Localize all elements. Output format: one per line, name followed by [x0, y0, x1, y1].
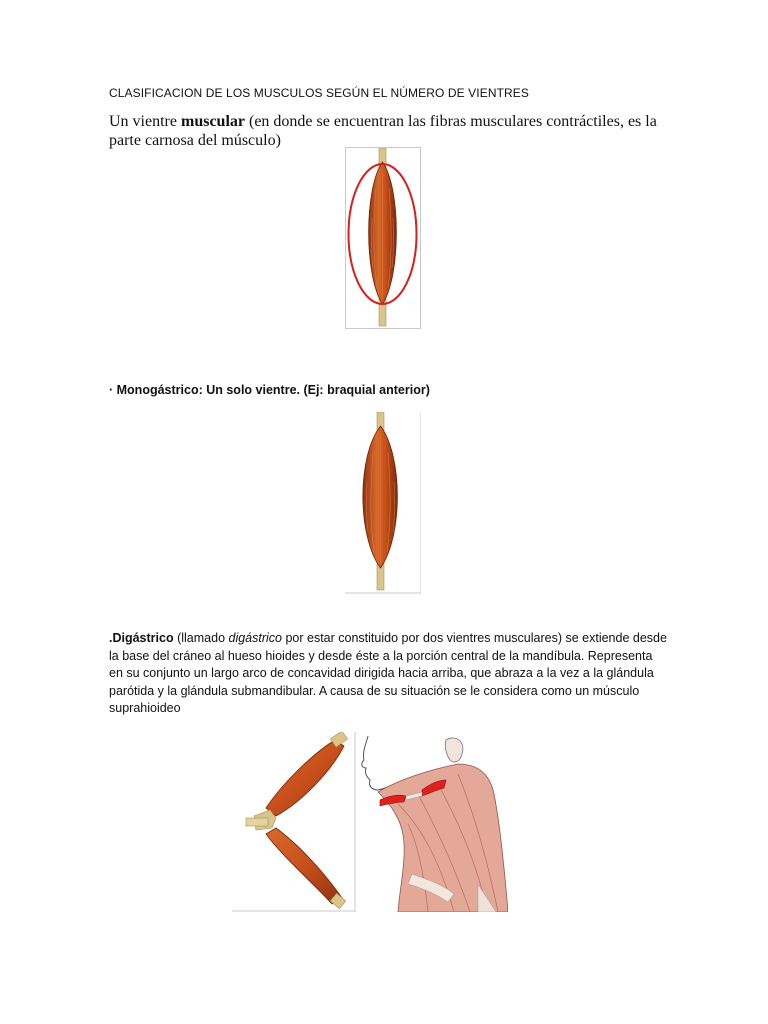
monogastrico-line: [109, 383, 430, 397]
neck-anatomy-figure: [358, 734, 508, 912]
monogastric-muscle-figure: [345, 412, 421, 594]
digastrico-paragraph: [109, 630, 669, 718]
digastric-muscle-illustration: [232, 732, 357, 912]
intro-paragraph: [109, 112, 689, 150]
monogastric-muscle-illustration: [345, 412, 421, 594]
section-heading: CLASIFICACION DE LOS MUSCULOS SEGÚN EL NÚMERO DE VIENTRES: [109, 86, 529, 100]
muscle-belly-figure: [345, 147, 421, 329]
monogastrico-text: Un solo vientre. (Ej: braquial anterior): [202, 383, 430, 397]
digastrico-paren-open: (llamado: [173, 631, 229, 645]
intro-rest: (en donde se encuentran las fibras musculares contráctiles, es la parte carnosa del músculo): [109, 113, 657, 149]
intro-prefix: Un vientre: [109, 113, 181, 130]
muscle-belly-illustration: [346, 148, 420, 328]
intro-bold-term: muscular: [180, 113, 245, 130]
digastrico-label: .Digástrico: [109, 631, 174, 645]
digastric-muscle-figure: [232, 732, 357, 912]
digastrico-paren-rest: por estar constituido por dos vientres musculares): [282, 631, 562, 645]
digastrico-text: se extiende desde la base del cráneo al hueso hioides y desde éste a la porción central de la mandíbula. Representa en su conjunto un largo arco de concavidad dirigida hacia arriba, que abraza a la vez a la glándula parótida y la glándula submandibular. A causa de su situación se le considera como un músculo suprahioideo: [109, 631, 667, 715]
digastrico-italic: digástrico: [228, 631, 282, 645]
monogastrico-label: · Monogástrico:: [109, 383, 203, 397]
neck-anatomy-illustration: [358, 734, 508, 912]
